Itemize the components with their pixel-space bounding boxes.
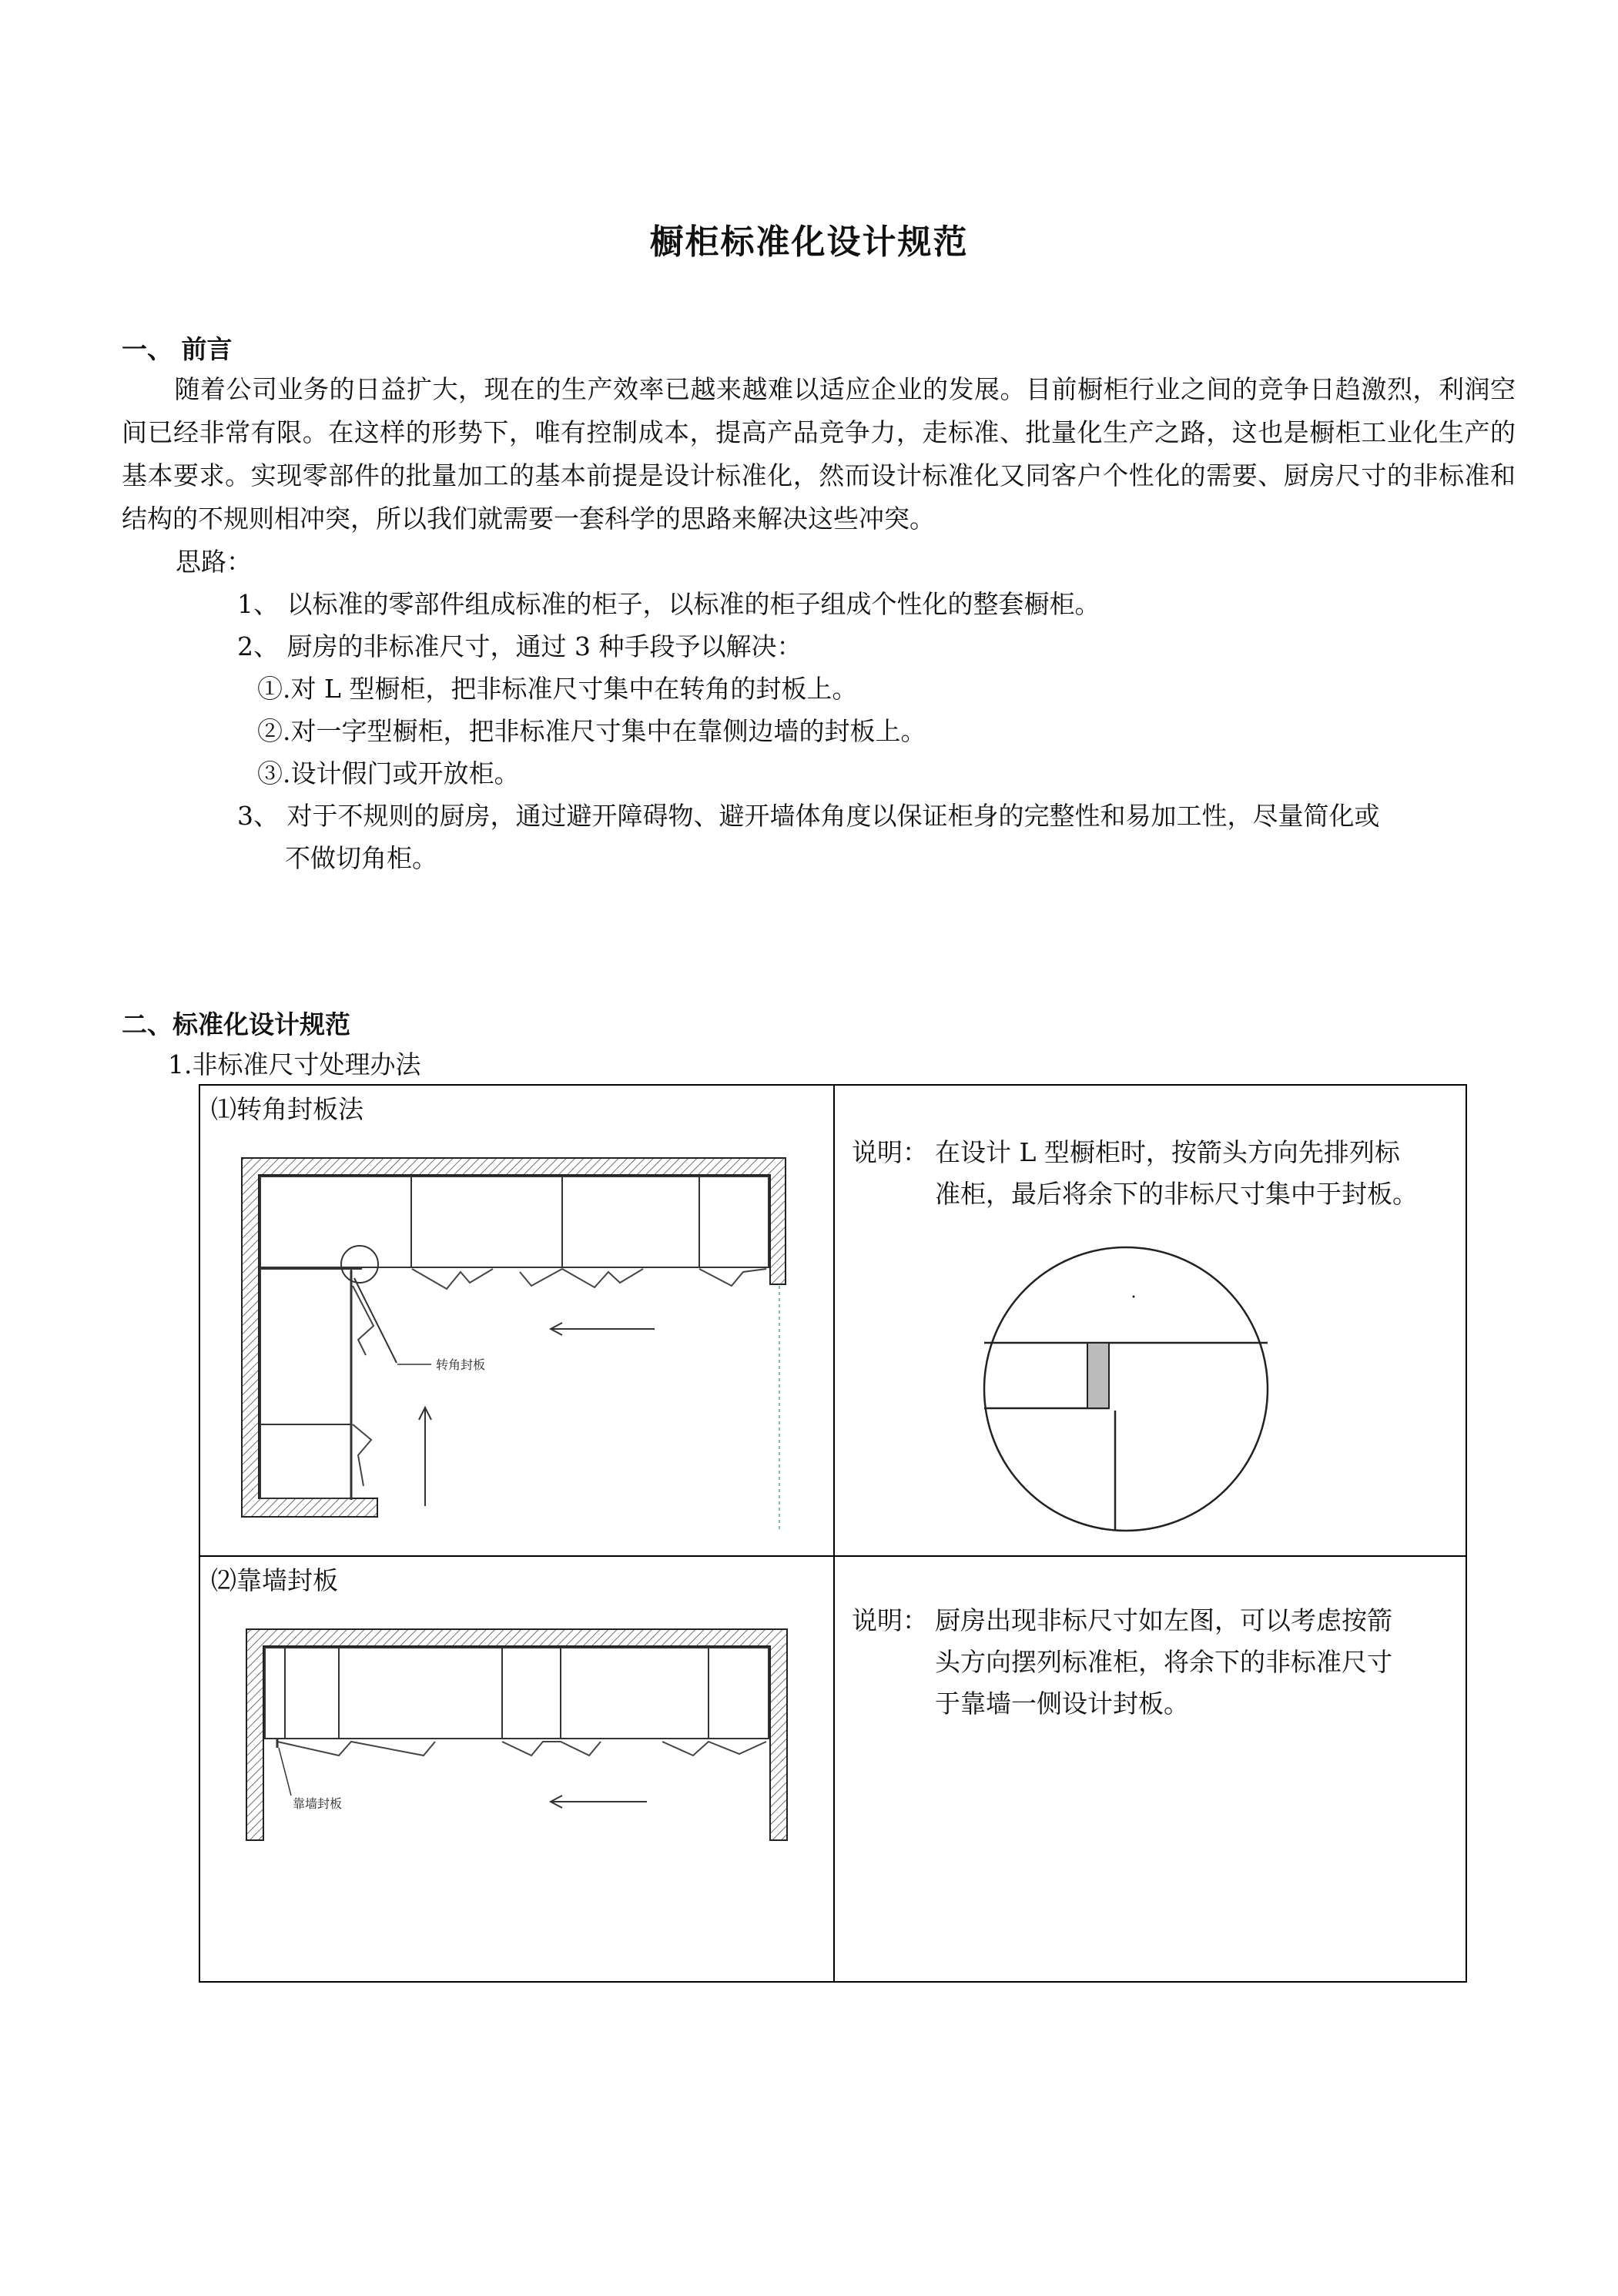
- wall-note-line2: 头方向摆列标准柜，将余下的非标准尺寸: [935, 1647, 1392, 1677]
- idea-label: 思路：: [176, 547, 252, 577]
- wall-method-caption: ⑵靠墙封板: [211, 1565, 338, 1595]
- corner-panel-label: 转角封板: [436, 1357, 486, 1372]
- method-row-corner: [199, 1085, 1466, 1556]
- corner-panel-drawing: [200, 1132, 833, 1548]
- wall-method-note-cell: [834, 1556, 1466, 1982]
- wall-method-cell: [199, 1556, 834, 1982]
- idea-item-3-line1: 3、 对于不规则的厨房，通过避开障碍物、避开墙体角度以保证柜身的完整性和易加工性，尽量简化或: [237, 801, 1380, 831]
- wall-panel-drawing: [200, 1602, 833, 1925]
- section-heading-preface: 一、 前言: [122, 334, 233, 364]
- idea-item-3-line2: 不做切角柜。: [285, 843, 437, 873]
- corner-detail-circle: [972, 1235, 1280, 1543]
- wall-note-label: 说明：: [852, 1605, 928, 1635]
- section-heading-standard: 二、标准化设计规范: [122, 1009, 350, 1039]
- idea-sub-3: ③.设计假门或开放柜。: [257, 758, 520, 788]
- idea-item-2: 2、 厨房的非标准尺寸，通过 3 种手段予以解决：: [237, 631, 802, 661]
- preface-paragraph-text: 随着公司业务的日益扩大，现在的生产效率已越来越难以适应企业的发展。目前橱柜行业之间的竞争日趋激烈，利润空间已经非常有限。在这样的形势下，唯有控制成本，提高产品竞争力，走标准、批量化生产之路，这也是橱柜工业化生产的基本要求。实现零部件的批量加工的基本前提是设计标准化，然而设计标准化又同客户个性化的需要、厨房尺寸的非标准和结构的不规则相冲突，所以我们就需要一套科学的思路来解决这些冲突。: [122, 374, 1516, 534]
- corner-note-line2: 准柜，最后将余下的非标尺寸集中于封板。: [935, 1179, 1418, 1209]
- method-row-wall: [199, 1556, 1466, 1982]
- corner-method-cell: [199, 1085, 834, 1556]
- idea-sub-2: ②.对一字型橱柜，把非标准尺寸集中在靠侧边墙的封板上。: [257, 716, 926, 746]
- page-title: 橱柜标准化设计规范: [649, 223, 969, 262]
- sub-heading-nonstandard: 1.非标准尺寸处理办法: [168, 1049, 421, 1079]
- corner-note-label: 说明：: [852, 1137, 928, 1167]
- wall-panel-label: 靠墙封板: [293, 1796, 343, 1811]
- method-table: [199, 1084, 1467, 1983]
- wall-method-note: [835, 1557, 1466, 1725]
- corner-method-note-cell: [834, 1085, 1466, 1556]
- wall-note-line1: 厨房出现非标尺寸如左图，可以考虑按箭: [935, 1605, 1392, 1635]
- idea-sub-1: ①.对 L 型橱柜，把非标准尺寸集中在转角的封板上。: [257, 674, 858, 704]
- idea-item-1: 1、 以标准的零部件组成标准的柜子，以标准的柜子组成个性化的整套橱柜。: [237, 589, 1100, 619]
- corner-method-caption: ⑴转角封板法: [211, 1094, 363, 1124]
- corner-note-line1: 在设计 L 型橱柜时，按箭头方向先排列标: [935, 1137, 1400, 1167]
- corner-method-note: [835, 1086, 1466, 1215]
- preface-paragraph: [122, 368, 1516, 541]
- wall-note-line3: 于靠墙一侧设计封板。: [935, 1689, 1189, 1719]
